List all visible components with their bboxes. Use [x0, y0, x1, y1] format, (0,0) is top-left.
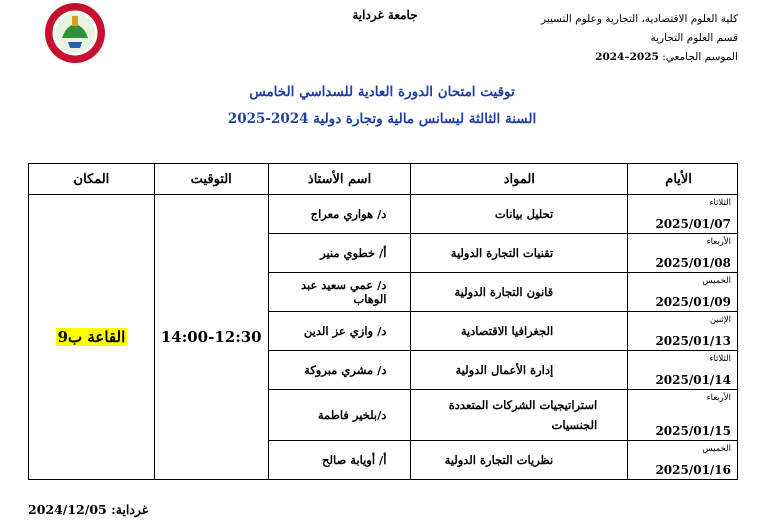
footer-date: 2024/12/05	[28, 502, 107, 517]
university-seal-icon	[44, 2, 106, 64]
professor-cell: أ/ خطوي منير	[268, 234, 411, 273]
day-name: الخميس	[702, 444, 731, 454]
exam-schedule-table	[28, 163, 738, 480]
professor-cell: د/ مشري مبروكة	[268, 351, 411, 390]
exam-date: 2025/01/08	[655, 256, 731, 270]
exam-date: 2025/01/14	[655, 373, 731, 387]
day-name: الخميس	[702, 276, 731, 286]
day-cell	[628, 195, 738, 234]
table-row	[29, 195, 738, 234]
document-footer	[28, 502, 148, 517]
exam-subtitle: السنة الثالثة ليسانس مالية وتجارة دولية 2024-2025	[227, 111, 537, 127]
subject-cell: تقنيات التجارة الدولية	[411, 234, 628, 273]
day-cell	[628, 351, 738, 390]
col-header-professor: اسم الأستاذ	[268, 164, 411, 195]
season-label: الموسم الجامعي:	[662, 51, 738, 63]
professor-cell: د/ هواري معراج	[268, 195, 411, 234]
exam-date: 2025/01/15	[655, 424, 731, 438]
subject-cell: نظريات التجارة الدولية	[411, 441, 628, 480]
day-cell	[628, 390, 738, 441]
exam-date: 2025/01/13	[655, 334, 731, 348]
academic-season	[438, 48, 738, 67]
subject-cell: قانون التجارة الدولية	[411, 273, 628, 312]
col-header-time: التوقيت	[154, 164, 268, 195]
professor-cell: أ/ أويابة صالح	[268, 441, 411, 480]
place-cell	[29, 195, 155, 480]
day-name: الأربعاء	[706, 237, 731, 247]
department-name: قسم العلوم التجارية	[650, 32, 738, 44]
day-name: الثلاثاء	[709, 198, 731, 208]
time-cell	[154, 195, 268, 480]
faculty-name: كلية العلوم الاقتصادية، التجارية وعلوم التسيير	[541, 13, 738, 25]
day-cell	[628, 234, 738, 273]
subject-cell: تحليل بيانات	[411, 195, 628, 234]
exam-date: 2025/01/09	[655, 295, 731, 309]
exam-title: توقيت امتحان الدورة العادية للسداسي الخامس	[249, 84, 515, 100]
col-header-place: المكان	[29, 164, 155, 195]
col-header-days: الأيام	[628, 164, 738, 195]
subject-cell: إدارة الأعمال الدولية	[411, 351, 628, 390]
day-name: الثلاثاء	[709, 354, 731, 364]
day-cell	[628, 441, 738, 480]
subject-cell: استراتيجيات الشركات المتعددة الجنسيات	[411, 390, 628, 441]
day-cell	[628, 312, 738, 351]
professor-cell: د/بلخير فاطمة	[268, 390, 411, 441]
col-header-subjects: المواد	[411, 164, 628, 195]
day-name: الأربعاء	[706, 393, 731, 403]
professor-cell: د/ وازي عز الدين	[268, 312, 411, 351]
exam-date: 2025/01/16	[655, 463, 731, 477]
faculty-header	[438, 10, 738, 67]
exam-time: 14:00-12:30	[160, 328, 262, 346]
subject-cell: الجغرافيا الاقتصادية	[411, 312, 628, 351]
exam-room: القاعة ب9	[57, 328, 126, 346]
university-name: جامعة غرداية	[352, 8, 418, 22]
day-cell	[628, 273, 738, 312]
season-value: 2024–2025	[595, 51, 659, 63]
footer-place: غرداية:	[111, 502, 149, 517]
day-name: الإثنين	[709, 315, 731, 325]
exam-date: 2025/01/07	[655, 217, 731, 231]
table-header-row	[29, 164, 738, 195]
professor-cell: د/ عمي سعيد عبد الوهاب	[268, 273, 411, 312]
